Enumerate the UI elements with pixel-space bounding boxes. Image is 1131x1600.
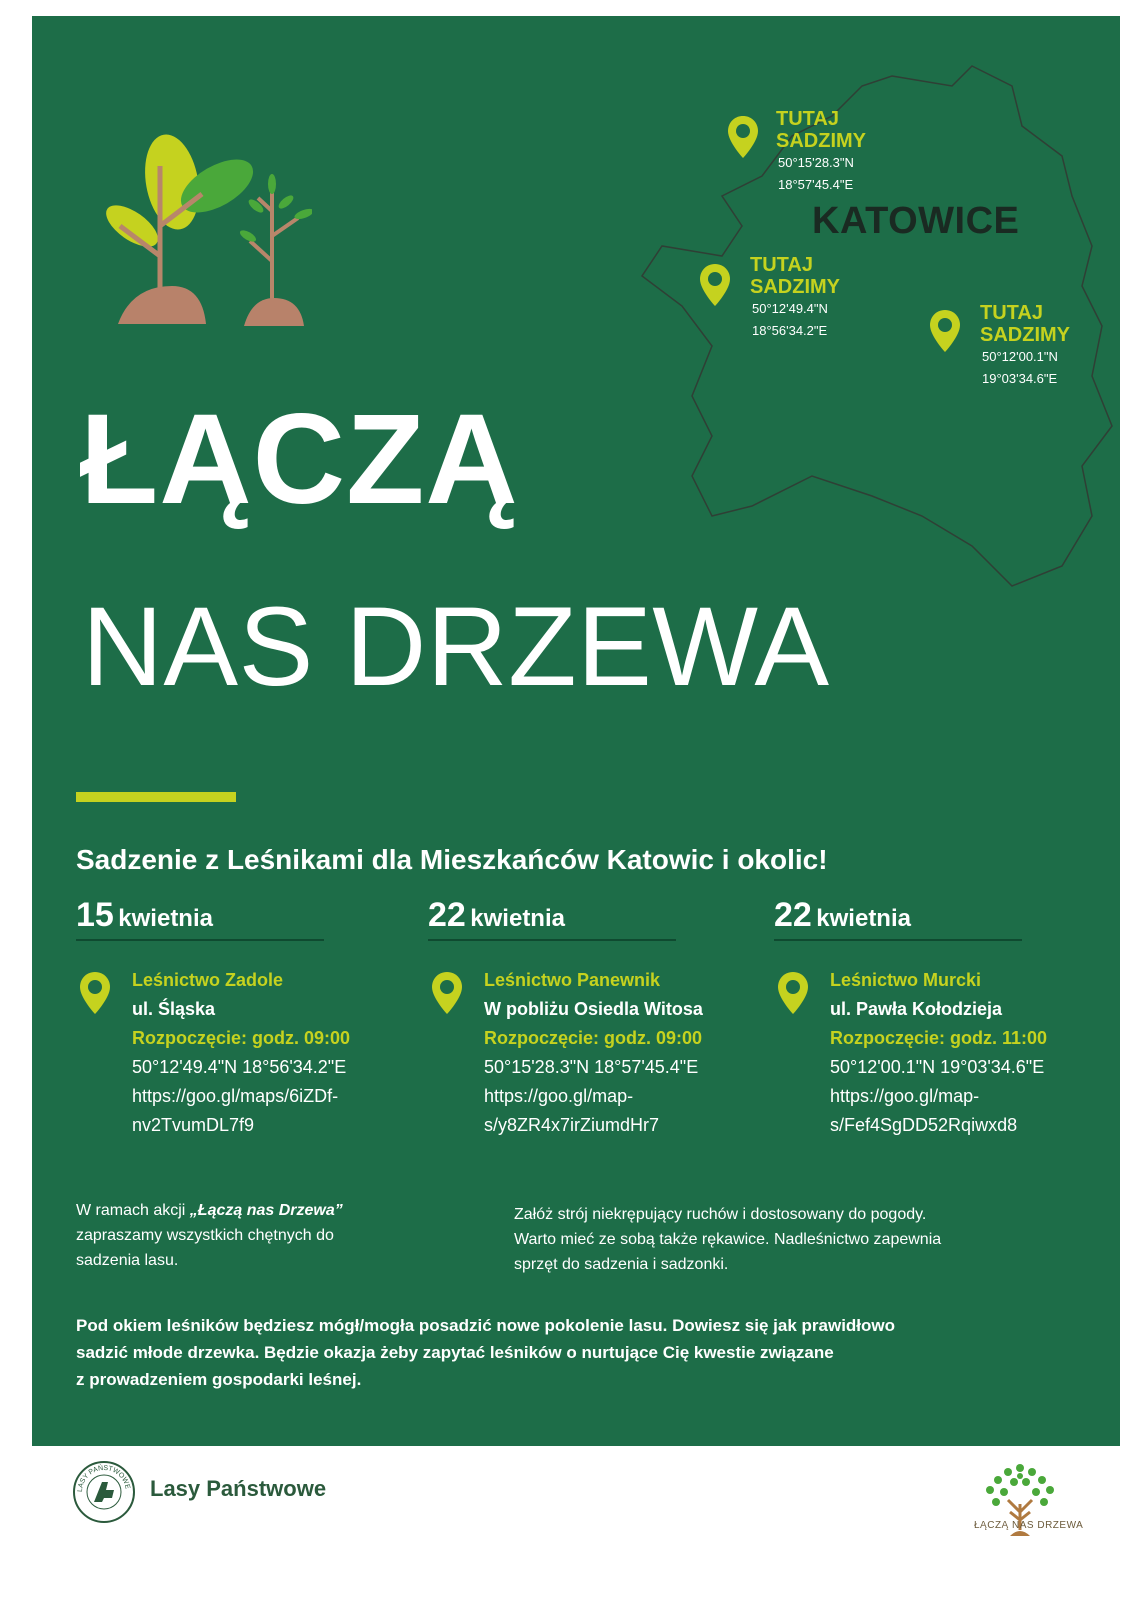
event-place: ul. Śląska [132,999,216,1019]
event-card [774,896,1104,1135]
event-day: 22 [774,896,812,934]
event-start-time: Rozpoczęcie: godz. 11:00 [830,1028,1048,1048]
event-details [484,966,784,1140]
location-pin-icon [78,970,112,1016]
event-forestry: Leśnictwo Zadole [132,970,284,990]
poster-title-line2: NAS DRZEWA [82,584,830,709]
map-pin-icon[interactable] [928,308,962,354]
campaign-logo-caption: ŁĄCZĄ NAS DRZEWA [974,1520,1084,1531]
event-coordinates: 50°12'00.1"N 19°03'34.6"E [830,1057,1045,1077]
poster [32,16,1120,1446]
event-forestry: Leśnictwo Murcki [830,970,982,990]
pin-coordinates: 50°12'49.4"N 18°56'34.2"E [752,301,828,338]
event-details [830,966,1120,1140]
pin-label: TUTAJ SADZIMY [750,254,840,298]
date-underline [774,939,1022,941]
lasy-panstwowe-label: Lasy Państwowe [150,1476,327,1501]
event-forestry: Leśnictwo Panewnik [484,970,661,990]
location-pin-icon [430,970,464,1016]
accent-divider [76,792,236,802]
event-coordinates: 50°15'28.3"N 18°57'45.4"E [484,1057,699,1077]
pin-label: TUTAJ SADZIMY [980,302,1070,346]
poster-title-line1: ŁĄCZĄ [80,388,519,531]
seedlings-illustration [72,86,312,336]
event-card [76,896,406,1135]
event-day: 22 [428,896,466,934]
pin-label: TUTAJ SADZIMY [776,108,866,152]
event-card [428,896,758,1135]
event-place: W pobliżu Osiedla Witosa [484,999,703,1019]
event-month: kwietnia [470,905,565,932]
map-pin-icon[interactable] [698,262,732,308]
date-underline [76,939,324,941]
campaign-name: „Łączą nas Drzewa” [189,1202,343,1219]
description-left: W ramach akcji „Łączą nas Drzewa” zapraszamy wszystkich chętnych do sadzenia lasu. [76,1202,343,1269]
poster-subtitle: Sadzenie z Leśnikami dla Mieszkańców Katowic i okolic! [76,844,828,875]
date-underline [428,939,676,941]
event-map-link[interactable]: https://goo.gl/maps/6iZDf- nv2TvumDL7f9 [132,1086,339,1135]
description-right: Załóż strój niekrępujący ruchów i dostosowany do pogody. Warto mieć ze sobą także rękawice. Nadleśnictwo zapewnia sprzęt do sadzenia i sadzonki. [514,1206,942,1273]
event-month: kwietnia [816,905,911,932]
location-pin-icon [776,970,810,1016]
event-map-link[interactable]: https://goo.gl/map- s/Fef4SgDD52Rqiwxd8 [830,1086,1018,1135]
event-map-link[interactable]: https://goo.gl/map- s/y8ZR4x7irZiumdHr7 [484,1086,660,1135]
event-coordinates: 50°12'49.4"N 18°56'34.2"E [132,1057,347,1077]
pin-coordinates: 50°12'00.1"N 19°03'34.6"E [982,349,1058,386]
lasy-panstwowe-logo-icon [72,1460,136,1524]
event-details [132,966,432,1140]
event-place: ul. Pawła Kołodzieja [830,999,1003,1019]
event-month: kwietnia [118,905,213,932]
event-start-time: Rozpoczęcie: godz. 09:00 [484,1028,703,1048]
map-pin-icon[interactable] [726,114,760,160]
pin-coordinates: 50°15'28.3"N 18°57'45.4"E [778,155,854,192]
campaign-tree-logo-icon [970,1446,1070,1554]
event-start-time: Rozpoczęcie: godz. 09:00 [132,1028,351,1048]
map-city-label: KATOWICE [812,200,1020,242]
svg-text:LASY PAŃSTWOWE: LASY PAŃSTWOWE [76,1464,131,1493]
event-day: 15 [76,896,114,934]
footer-paragraph: Pod okiem leśników będziesz mógł/mogła posadzić nowe pokolenie lasu. Dowiesz się jak prawidłowo sadzić młode drzewka. Będzie okazja żeby zapytać leśników o nurtujące Cię kwestie związane z prowadzeniem gospodarki leśnej. [76,1316,896,1389]
